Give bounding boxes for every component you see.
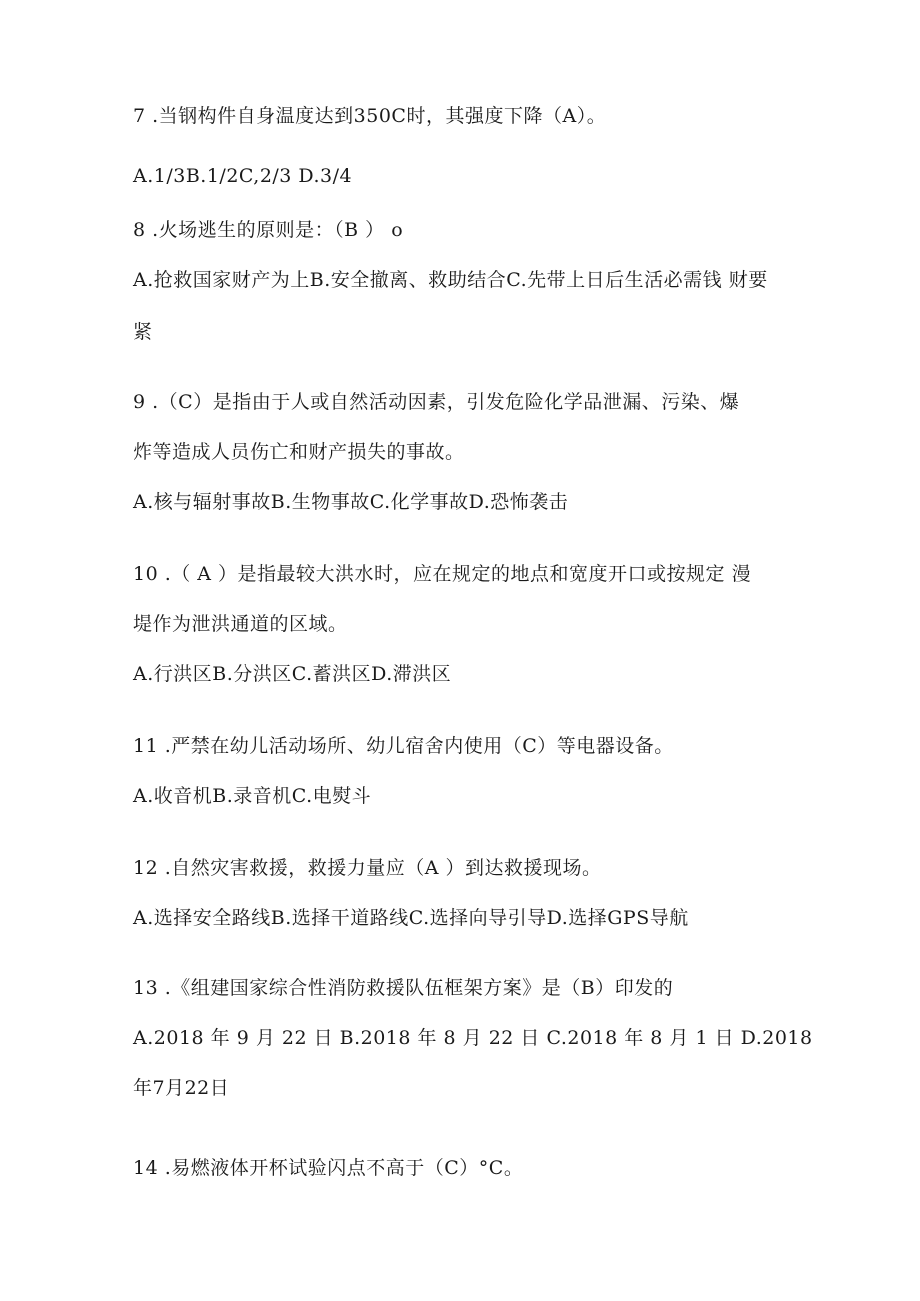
- question-8: 8 .火场逃生的原则是：（B ） o: [133, 219, 404, 241]
- question-13-options-continued: 年7月22日: [133, 1077, 230, 1099]
- question-9: 9 .（C）是指由于人或自然活动因素，引发危险化学品泄漏、污染、爆: [133, 391, 740, 413]
- question-8-options: A.抢救国家财产为上B.安全撤离、救助结合C.先带上日后生活必需钱 财要: [133, 269, 768, 291]
- question-10: 10 .（ A ）是指最较大洪水时，应在规定的地点和宽度开口或按规定 漫: [133, 563, 752, 585]
- question-12: 12 .自然灾害救援，救援力量应（A ）到达救援现场。: [133, 857, 602, 879]
- question-12-options: A.选择安全路线B.选择干道路线C.选择向导引导D.选择GPS导航: [133, 907, 689, 929]
- question-11: 11 .严禁在幼儿活动场所、幼儿宿舍内使用（C）等电器设备。: [133, 735, 674, 757]
- question-7: 7 .当钢构件自身温度达到350C时，其强度下降（A）。: [133, 105, 607, 127]
- question-10-options: A.行洪区B.分洪区C.蓄洪区D.滞洪区: [133, 663, 452, 685]
- question-9-options: A.核与辐射事故B.生物事故C.化学事故D.恐怖袭击: [133, 491, 569, 513]
- question-8-options-continued: 紧: [133, 321, 153, 343]
- question-11-options: A.收音机B.录音机C.电熨斗: [133, 785, 372, 807]
- question-13: 13 .《组建国家综合性消防救援队伍框架方案》是（B）印发的: [133, 977, 674, 999]
- question-13-options: A.2018 年 9 月 22 日 B.2018 年 8 月 22 日 C.2018 年 8 月 1 日 D.2018: [133, 1027, 813, 1049]
- question-14: 14 .易燃液体开杯试验闪点不高于（C）°C。: [133, 1157, 524, 1179]
- question-10-continued: 堤作为泄洪通道的区域。: [133, 613, 348, 635]
- question-9-continued: 炸等造成人员伤亡和财产损失的事故。: [133, 441, 465, 463]
- question-7-options: A.1/3B.1/2C,2/3 D.3/4: [133, 165, 353, 187]
